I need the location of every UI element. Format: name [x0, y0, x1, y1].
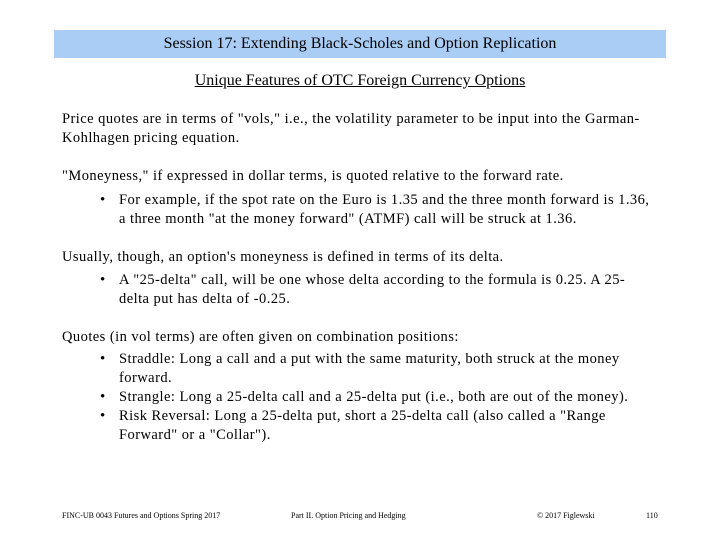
bullet-item-straddle [62, 350, 652, 388]
paragraph-delta: Usually, though, an option's moneyness is defined in terms of its delta. [62, 249, 504, 265]
bullet-dot-icon: • [100, 389, 106, 405]
bullet-text: For example, if the spot rate on the Euro is 1.35 and the three month forward is 1.36, a three month "at the money forward" (ATMF) call will be struck at 1.36. [119, 192, 650, 227]
slide-title-bar [54, 30, 666, 58]
bullet-list-combinations [62, 350, 652, 445]
bullet-dot-icon: • [100, 351, 106, 367]
bullet-item-strangle [62, 388, 652, 407]
footer-page-number: 110 [646, 511, 658, 520]
paragraph-moneyness: "Moneyness," if expressed in dollar terms, is quoted relative to the forward rate. [62, 168, 564, 184]
slide-title: Session 17: Extending Black-Scholes and Option Replication [163, 35, 557, 52]
paragraph-price-quotes: Price quotes are in terms of "vols," i.e., the volatility parameter to be input into the Garman-Kohlhagen pricing equation. [62, 111, 640, 146]
footer-copyright: © 2017 Figlewski [537, 511, 595, 520]
bullet-text: Straddle: Long a call and a put with the same maturity, both struck at the money forward. [119, 351, 620, 386]
bullet-text: Risk Reversal: Long a 25-delta put, short a 25-delta call (also called a "Range Forward" or a "Collar"). [119, 408, 606, 443]
bullet-list-delta [62, 271, 652, 309]
bullet-item [62, 271, 652, 309]
bullet-dot-icon: • [100, 408, 106, 424]
bullet-list-moneyness [62, 191, 652, 229]
bullet-dot-icon: • [100, 192, 106, 208]
bullet-item-risk-reversal [62, 407, 652, 445]
slide-subtitle: Unique Features of OTC Foreign Currency Options [194, 72, 526, 89]
paragraph-combination-quotes: Quotes (in vol terms) are often given on combination positions: [62, 329, 459, 345]
bullet-dot-icon: • [100, 272, 106, 288]
bullet-text: Strangle: Long a 25-delta call and a 25-delta put (i.e., both are out of the money). [119, 389, 629, 405]
bullet-text: A "25-delta" call, will be one whose delta according to the formula is 0.25. A 25-delta put has delta of -0.25. [119, 272, 626, 307]
footer-course: FINC-UB 0043 Futures and Options Spring 2017 [62, 511, 221, 520]
footer-part: Part II. Option Pricing and Hedging [291, 511, 406, 520]
bullet-item [62, 191, 652, 229]
